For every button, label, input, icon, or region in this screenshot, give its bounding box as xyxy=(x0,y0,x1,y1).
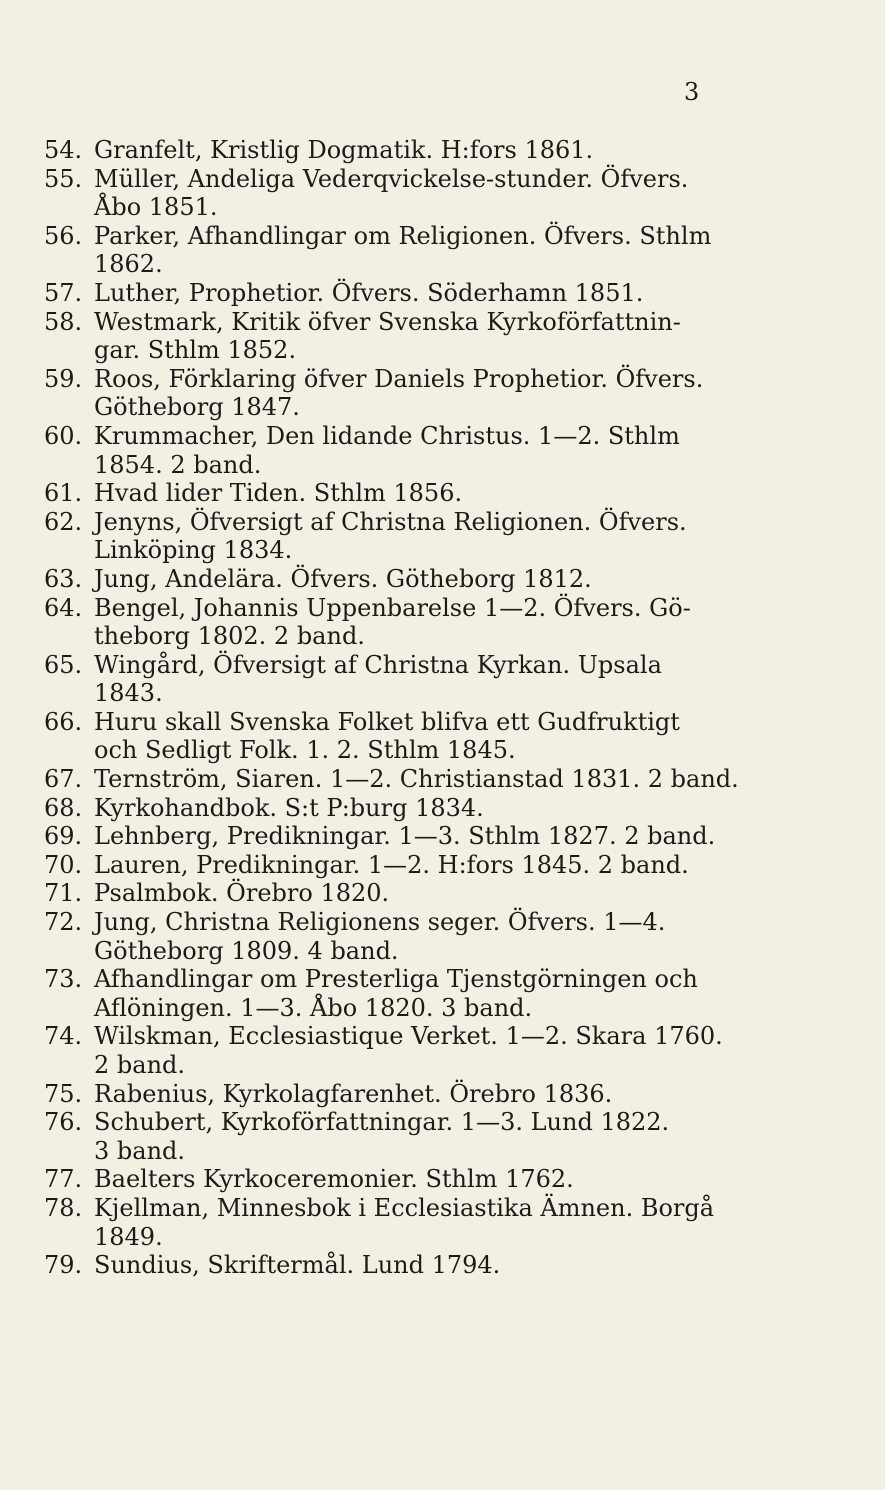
entry-line: Hvad lider Tiden. Sthlm 1856. xyxy=(94,479,463,508)
entry-number: 78. xyxy=(44,1193,83,1222)
entry-line: och Sedligt Folk. 1. 2. Sthlm 1845. xyxy=(94,736,516,765)
entry-text xyxy=(94,565,744,594)
list-item xyxy=(44,279,744,308)
entry-number: 76. xyxy=(44,1108,83,1137)
entry-number: 63. xyxy=(44,564,83,593)
entry-text xyxy=(94,965,744,1022)
entry-line: Lehnberg, Predikningar. 1—3. Sthlm 1827. 2 band. xyxy=(94,822,716,851)
entry-text xyxy=(94,136,744,165)
entry-text xyxy=(94,479,744,508)
entry-number: 54. xyxy=(44,136,83,164)
entry-line: Lauren, Predikningar. 1—2. H:fors 1845. 2 band. xyxy=(94,850,689,879)
list-item xyxy=(44,422,744,479)
entry-line: Kyrkohandbok. S:t P:burg 1834. xyxy=(94,793,484,822)
entry-text xyxy=(94,1165,744,1194)
entry-text xyxy=(94,794,744,823)
entry-number: 67. xyxy=(44,765,83,794)
entry-number: 60. xyxy=(44,421,83,450)
entry-line: Wilskman, Ecclesiastique Verket. 1—2. Skara 1760. xyxy=(94,1022,723,1051)
entry-text xyxy=(94,879,744,908)
list-item xyxy=(44,1080,744,1109)
entry-text xyxy=(94,365,744,422)
entry-line: Sundius, Skriftermål. Lund 1794. xyxy=(94,1251,501,1280)
entry-number: 73. xyxy=(44,965,83,994)
entry-number: 79. xyxy=(44,1251,83,1280)
entry-number: 69. xyxy=(44,822,83,851)
entry-line: Westmark, Kritik öfver Svenska Kyrkoförfattnin- xyxy=(94,307,681,336)
list-item xyxy=(44,365,744,422)
entry-line: theborg 1802. 2 band. xyxy=(94,622,365,651)
entry-line: Bengel, Johannis Uppenbarelse 1—2. Öfvers. Gö- xyxy=(94,593,691,622)
entry-line: Roos, Förklaring öfver Daniels Prophetior. Öfvers. xyxy=(94,364,704,393)
entry-text xyxy=(94,851,744,880)
entry-line: Afhandlingar om Presterliga Tjenstgörningen och xyxy=(94,965,698,994)
entry-number: 65. xyxy=(44,650,83,679)
list-item xyxy=(44,136,744,165)
list-item xyxy=(44,708,744,765)
entry-number: 62. xyxy=(44,507,83,536)
entry-text xyxy=(94,765,744,794)
entry-line: Jung, Christna Religionens seger. Öfvers. 1—4. xyxy=(94,908,666,937)
entry-text xyxy=(94,822,744,851)
entry-text xyxy=(94,1108,744,1165)
list-item xyxy=(44,1165,744,1194)
entry-line: Baelters Kyrkoceremonier. Sthlm 1762. xyxy=(94,1165,574,1194)
entry-text xyxy=(94,1251,744,1280)
entry-line: Jung, Andelära. Öfvers. Götheborg 1812. xyxy=(94,564,592,593)
entry-text xyxy=(94,1022,744,1079)
entry-number: 74. xyxy=(44,1022,83,1051)
list-item xyxy=(44,1108,744,1165)
entry-text xyxy=(94,222,744,279)
bibliography-list xyxy=(44,136,744,1280)
list-item xyxy=(44,822,744,851)
list-item xyxy=(44,1194,744,1251)
list-item xyxy=(44,508,744,565)
list-item xyxy=(44,765,744,794)
page-number: 3 xyxy=(684,78,700,106)
entry-line: 1854. 2 band. xyxy=(94,450,262,479)
entry-line: 3 band. xyxy=(94,1136,186,1165)
list-item xyxy=(44,794,744,823)
entry-line: Åbo 1851. xyxy=(94,193,218,222)
list-item xyxy=(44,594,744,651)
list-item xyxy=(44,565,744,594)
list-item xyxy=(44,1251,744,1280)
list-item xyxy=(44,879,744,908)
entry-text xyxy=(94,422,744,479)
entry-line: Psalmbok. Örebro 1820. xyxy=(94,879,390,908)
entry-number: 57. xyxy=(44,278,83,307)
entry-line: Ternström, Siaren. 1—2. Christianstad 1831. 2 band. xyxy=(94,765,739,794)
list-item xyxy=(44,1022,744,1079)
entry-number: 64. xyxy=(44,593,83,622)
list-item xyxy=(44,222,744,279)
entry-text xyxy=(94,1194,744,1251)
entry-line: Luther, Prophetior. Öfvers. Söderhamn 1851. xyxy=(94,278,644,307)
entry-number: 71. xyxy=(44,879,83,908)
entry-number: 56. xyxy=(44,221,83,250)
list-item xyxy=(44,479,744,508)
list-item xyxy=(44,308,744,365)
entry-number: 75. xyxy=(44,1079,83,1108)
entry-text xyxy=(94,708,744,765)
entry-line: Krummacher, Den lidande Christus. 1—2. Sthlm xyxy=(94,421,680,450)
entry-line: Parker, Afhandlingar om Religionen. Öfvers. Sthlm xyxy=(94,221,712,250)
entry-line: Rabenius, Kyrkolagfarenhet. Örebro 1836. xyxy=(94,1079,613,1108)
entry-number: 58. xyxy=(44,307,83,336)
entry-line: Aflöningen. 1—3. Åbo 1820. 3 band. xyxy=(94,993,533,1022)
entry-line: gar. Sthlm 1852. xyxy=(94,336,297,365)
entry-line: Müller, Andeliga Vederqvickelse-stunder. Öfvers. xyxy=(94,164,689,193)
list-item xyxy=(44,851,744,880)
entry-number: 77. xyxy=(44,1165,83,1194)
entry-line: Granfelt, Kristlig Dogmatik. H:fors 1861. xyxy=(94,136,594,164)
entry-text xyxy=(94,1080,744,1109)
entry-line: Linköping 1834. xyxy=(94,536,293,565)
entry-line: Wingård, Öfversigt af Christna Kyrkan. Upsala xyxy=(94,650,662,679)
entry-line: Götheborg 1847. xyxy=(94,393,300,422)
entry-number: 59. xyxy=(44,364,83,393)
list-item xyxy=(44,651,744,708)
list-item xyxy=(44,965,744,1022)
entry-text xyxy=(94,279,744,308)
entry-number: 72. xyxy=(44,908,83,937)
entry-text xyxy=(94,594,744,651)
entry-text xyxy=(94,165,744,222)
entry-text xyxy=(94,308,744,365)
entry-line: Götheborg 1809. 4 band. xyxy=(94,936,399,965)
entry-line: 1849. xyxy=(94,1222,163,1251)
entry-line: Jenyns, Öfversigt af Christna Religionen. Öfvers. xyxy=(94,507,687,536)
entry-line: 2 band. xyxy=(94,1051,186,1079)
entry-text xyxy=(94,651,744,708)
entry-line: Schubert, Kyrkoförfattningar. 1—3. Lund 1822. xyxy=(94,1108,670,1137)
entry-text xyxy=(94,508,744,565)
entry-line: Huru skall Svenska Folket blifva ett Gudfruktigt xyxy=(94,707,680,736)
entry-line: 1862. xyxy=(94,250,163,279)
list-item xyxy=(44,165,744,222)
entry-number: 66. xyxy=(44,707,83,736)
entry-number: 61. xyxy=(44,479,83,508)
entry-number: 55. xyxy=(44,164,83,193)
entry-number: 70. xyxy=(44,850,83,879)
entry-text xyxy=(94,908,744,965)
entry-line: Kjellman, Minnesbok i Ecclesiastika Ämnen. Borgå xyxy=(94,1193,715,1222)
list-item xyxy=(44,908,744,965)
entry-number: 68. xyxy=(44,793,83,822)
entry-line: 1843. xyxy=(94,679,163,708)
